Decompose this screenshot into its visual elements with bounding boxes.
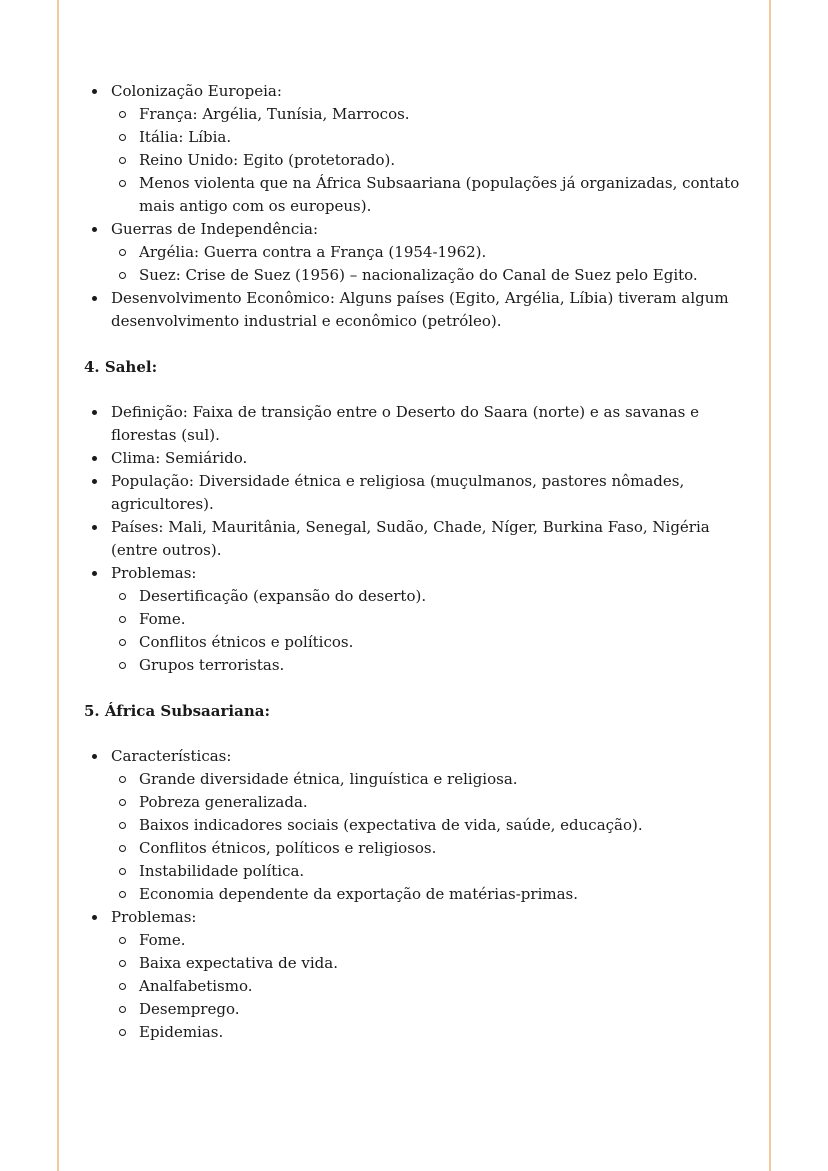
list-item xyxy=(84,516,754,562)
section-title-sahel: 4. Sahel: xyxy=(84,358,158,376)
sub-list-item: Fome. xyxy=(111,929,754,952)
sub-list-item: Grupos terroristas. xyxy=(111,654,754,677)
sub-list-item: Itália: Líbia. xyxy=(111,126,754,149)
list-item xyxy=(84,562,754,677)
list-item-text: Problemas: xyxy=(111,908,197,926)
list-item-text: Países: Mali, Mauritânia, Senegal, Sudão, Chade, Níger, Burkina Faso, Nigéria (entre outros). xyxy=(111,518,710,559)
list-item xyxy=(84,745,754,906)
list-item-text: Guerras de Independência: xyxy=(111,220,319,238)
list-item xyxy=(84,470,754,516)
sub-list xyxy=(111,768,754,906)
sahel-list xyxy=(84,401,754,677)
sub-list-item: Baixa expectativa de vida. xyxy=(111,952,754,975)
sub-list-item: Menos violenta que na África Subsaariana (populações já organizadas, contato mais antigo com os europeus). xyxy=(111,172,754,218)
sub-list-item: Desertificação (expansão do deserto). xyxy=(111,585,754,608)
north-africa-list xyxy=(84,80,754,333)
sub-list xyxy=(111,585,754,677)
page-border-right xyxy=(769,0,771,1171)
page-border-left xyxy=(57,0,59,1171)
sub-list-item: França: Argélia, Tunísia, Marrocos. xyxy=(111,103,754,126)
document-body xyxy=(84,80,754,1044)
sub-list-item: Suez: Crise de Suez (1956) – nacionalização do Canal de Suez pelo Egito. xyxy=(111,264,754,287)
sub-list-item: Baixos indicadores sociais (expectativa de vida, saúde, educação). xyxy=(111,814,754,837)
list-item xyxy=(84,80,754,218)
sub-list xyxy=(111,929,754,1044)
sub-list-item: Economia dependente da exportação de matérias-primas. xyxy=(111,883,754,906)
sub-list-item: Analfabetismo. xyxy=(111,975,754,998)
list-item-text: Clima: Semiárido. xyxy=(111,449,248,467)
list-item xyxy=(84,218,754,287)
sub-list-item: Epidemias. xyxy=(111,1021,754,1044)
sub-list-item: Desemprego. xyxy=(111,998,754,1021)
sub-list xyxy=(111,241,754,287)
list-item-text: Colonização Europeia: xyxy=(111,82,282,100)
sub-list-item: Fome. xyxy=(111,608,754,631)
list-item xyxy=(84,447,754,470)
list-item-text: Problemas: xyxy=(111,564,197,582)
sub-list-item: Grande diversidade étnica, linguística e religiosa. xyxy=(111,768,754,791)
sub-list-item: Argélia: Guerra contra a França (1954-1962). xyxy=(111,241,754,264)
sub-list-item: Pobreza generalizada. xyxy=(111,791,754,814)
section-title-subsaharan: 5. África Subsaariana: xyxy=(84,702,270,720)
list-item xyxy=(84,287,754,333)
sub-list-item: Conflitos étnicos, políticos e religiosos. xyxy=(111,837,754,860)
list-item xyxy=(84,906,754,1044)
list-item-text: População: Diversidade étnica e religiosa (muçulmanos, pastores nômades, agricultores). xyxy=(111,472,685,513)
sub-list-item: Conflitos étnicos e políticos. xyxy=(111,631,754,654)
list-item-text: Características: xyxy=(111,747,232,765)
list-item-text: Definição: Faixa de transição entre o Deserto do Saara (norte) e as savanas e florestas (sul). xyxy=(111,403,699,444)
sub-list-item: Reino Unido: Egito (protetorado). xyxy=(111,149,754,172)
sub-list xyxy=(111,103,754,218)
list-item xyxy=(84,401,754,447)
list-item-text: Desenvolvimento Econômico: Alguns países (Egito, Argélia, Líbia) tiveram algum desenvolvimento industrial e econômico (petróleo). xyxy=(111,289,729,330)
sub-list-item: Instabilidade política. xyxy=(111,860,754,883)
subsaharan-list xyxy=(84,745,754,1044)
